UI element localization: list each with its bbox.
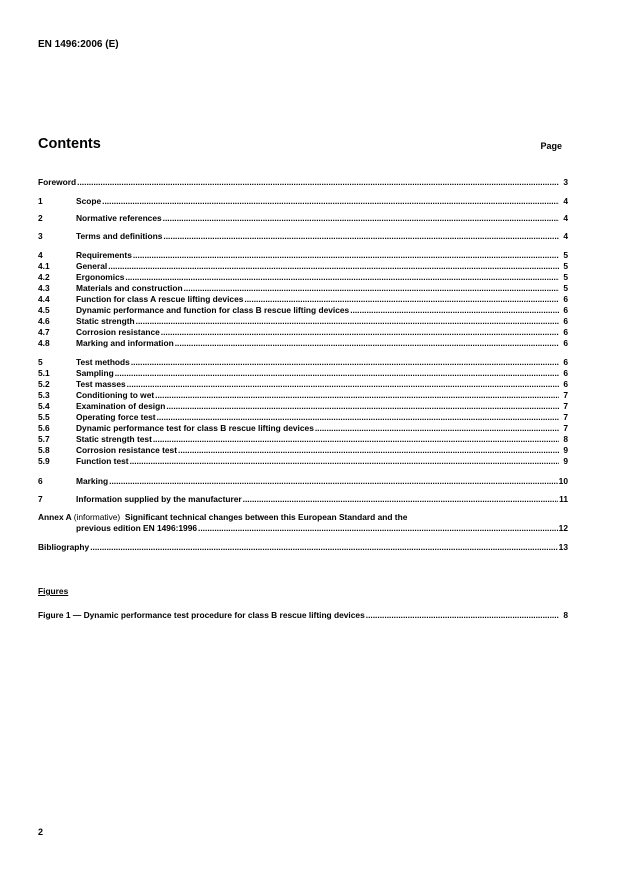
toc-entry-label: Corrosion resistance test	[76, 445, 177, 455]
figure-entry-page: 8	[563, 610, 568, 620]
toc-entry-label: Static strength test	[76, 434, 152, 444]
toc-entry-number: 4.4	[38, 294, 50, 304]
figures-heading: Figures	[38, 586, 69, 596]
toc-entry-number: 5.2	[38, 379, 50, 389]
toc-entry-number: 4.3	[38, 283, 50, 293]
toc-entry-label: Static strength	[76, 316, 135, 326]
toc-entry-page: 5	[563, 283, 568, 293]
toc-entry-label: Information supplied by the manufacturer	[76, 494, 242, 504]
figure-entry-1[interactable]	[38, 610, 568, 621]
toc-entry-page: 10	[558, 476, 568, 486]
toc-entry-manufacturer-info[interactable]	[38, 494, 568, 505]
toc-entry-test-masses[interactable]	[38, 379, 568, 390]
toc-entry-page: 6	[563, 338, 568, 348]
toc-entry-page: 7	[563, 401, 568, 411]
toc-entry-page: 11	[559, 494, 568, 504]
toc-entry-page: 7	[563, 390, 568, 400]
toc-entry-class-a-function[interactable]	[38, 294, 568, 305]
toc-entry-page: 7	[563, 412, 568, 422]
toc-entry-page: 6	[563, 305, 568, 315]
toc-entry-label: Dynamic performance test for class B rescue lifting devices	[76, 423, 314, 433]
toc-entry-number: 4	[38, 250, 43, 260]
toc-entry-number: 5.1	[38, 368, 50, 378]
toc-entry-number: 4.2	[38, 272, 50, 282]
toc-entry-number: 4.5	[38, 305, 50, 315]
toc-entry-number: 1	[38, 196, 43, 206]
toc-entry-sampling[interactable]	[38, 368, 568, 379]
toc-entry-dynamic-performance-test[interactable]	[38, 423, 568, 434]
toc-entry-page: 6	[563, 357, 568, 367]
toc-entry-number: 5.7	[38, 434, 50, 444]
toc-entry-label: Function for class A rescue lifting devices	[76, 294, 244, 304]
toc-entry-page: 9	[563, 456, 568, 466]
toc-entry-page: 5	[563, 272, 568, 282]
toc-entry-examination-of-design[interactable]	[38, 401, 568, 412]
toc-entry-label: Dynamic performance and function for class B rescue lifting devices	[76, 305, 350, 315]
page-column-label: Page	[540, 141, 562, 151]
toc-entry-page: 6	[563, 327, 568, 337]
toc-entry-normative-references[interactable]	[38, 213, 568, 224]
toc-entry-label: Terms and definitions	[76, 231, 163, 241]
toc-entry-number: 5.4	[38, 401, 50, 411]
toc-entry-label: Ergonomics	[76, 272, 125, 282]
toc-entry-number: 2	[38, 213, 43, 223]
toc-entry-label: Normative references	[76, 213, 162, 223]
toc-entry-page: 3	[563, 177, 568, 187]
toc-entry-page: 4	[563, 231, 568, 241]
toc-entry-label: Requirements	[76, 250, 132, 260]
toc-entry-operating-force-test[interactable]	[38, 412, 568, 423]
toc-entry-label: Test masses	[76, 379, 126, 389]
toc-entry-number: 5.3	[38, 390, 50, 400]
toc-entry-label: Foreword	[38, 177, 77, 187]
toc-entry-label: Operating force test	[76, 412, 156, 422]
toc-entry-page: 8	[563, 434, 568, 444]
page-number: 2	[38, 827, 44, 837]
toc-entry-function-test[interactable]	[38, 456, 568, 467]
toc-entry-conditioning-to-wet[interactable]	[38, 390, 568, 401]
toc-entry-class-b-dynamic[interactable]	[38, 305, 568, 316]
toc-entry-label: Marking and information	[76, 338, 174, 348]
toc-entry-label: General	[76, 261, 108, 271]
toc-entry-general[interactable]	[38, 261, 568, 272]
annex-title-line1: Significant technical changes between this European Standard and the	[124, 512, 408, 522]
toc-entry-page: 13	[558, 542, 568, 552]
toc-entry-number: 4.6	[38, 316, 50, 326]
toc-entry-number: 5.5	[38, 412, 50, 422]
toc-entry-marking-and-information[interactable]	[38, 338, 568, 349]
toc-entry-number: 7	[38, 494, 43, 504]
toc-entry-foreword[interactable]	[38, 177, 568, 188]
toc-entry-terms-and-definitions[interactable]	[38, 231, 568, 242]
toc-entry-number: 5.8	[38, 445, 50, 455]
toc-entry-test-methods[interactable]	[38, 357, 568, 368]
toc-entry-scope[interactable]	[38, 196, 568, 207]
toc-entry-number: 5	[38, 357, 43, 367]
toc-entry-label: Scope	[76, 196, 102, 206]
toc-entry-page: 4	[563, 196, 568, 206]
toc-entry-marking[interactable]	[38, 476, 568, 487]
toc-entry-page: 5	[563, 250, 568, 260]
toc-entry-annex-a-line2[interactable]	[38, 523, 568, 534]
toc-entry-static-strength-test[interactable]	[38, 434, 568, 445]
figure-entry-label: Figure 1 — Dynamic performance test procedure for class B rescue lifting devices	[38, 610, 365, 620]
toc-entry-annex-a-line1[interactable]	[38, 512, 568, 523]
toc-entry-number: 4.7	[38, 327, 50, 337]
annex-prefix: Annex A	[38, 512, 72, 522]
toc-entry-page: 6	[563, 294, 568, 304]
toc-entry-static-strength[interactable]	[38, 316, 568, 327]
toc-entry-label: Materials and construction	[76, 283, 183, 293]
toc-entry-label: Marking	[76, 476, 109, 486]
toc-entry-label: Test methods	[76, 357, 130, 367]
toc-entry-ergonomics[interactable]	[38, 272, 568, 283]
toc-entry-page: 6	[563, 379, 568, 389]
toc-entry-number: 4.8	[38, 338, 50, 348]
toc-entry-page: 9	[563, 445, 568, 455]
toc-entry-corrosion-resistance[interactable]	[38, 327, 568, 338]
toc-entry-number: 6	[38, 476, 43, 486]
toc-entry-page: 7	[563, 423, 568, 433]
toc-entry-number: 5.6	[38, 423, 50, 433]
toc-entry-materials[interactable]	[38, 283, 568, 294]
toc-entry-page: 6	[563, 368, 568, 378]
toc-entry-page: 4	[563, 213, 568, 223]
annex-title-line2: previous edition EN 1496:1996	[76, 523, 198, 533]
toc-entry-number: 3	[38, 231, 43, 241]
toc-entry-label: Conditioning to wet	[76, 390, 155, 400]
contents-title-row	[38, 136, 562, 156]
toc-entry-number: 5.9	[38, 456, 50, 466]
toc-entry-label: Function test	[76, 456, 129, 466]
annex-type: (informative)	[73, 512, 121, 522]
toc-entry-bibliography[interactable]	[38, 542, 568, 553]
toc-entry-label: Corrosion resistance	[76, 327, 160, 337]
toc-entry-number: 4.1	[38, 261, 50, 271]
toc-entry-label: Examination of design	[76, 401, 166, 411]
toc-entry-corrosion-resistance-test[interactable]	[38, 445, 568, 456]
toc-entry-label: Bibliography	[38, 542, 90, 552]
toc-entry-page: 6	[563, 316, 568, 326]
page-title: Contents	[38, 136, 101, 152]
toc-entry-page: 12	[558, 523, 568, 533]
document-id: EN 1496:2006 (E)	[38, 39, 119, 50]
toc-entry-label: Sampling	[76, 368, 114, 378]
toc-entry-page: 5	[563, 261, 568, 271]
toc-entry-requirements[interactable]	[38, 250, 568, 261]
